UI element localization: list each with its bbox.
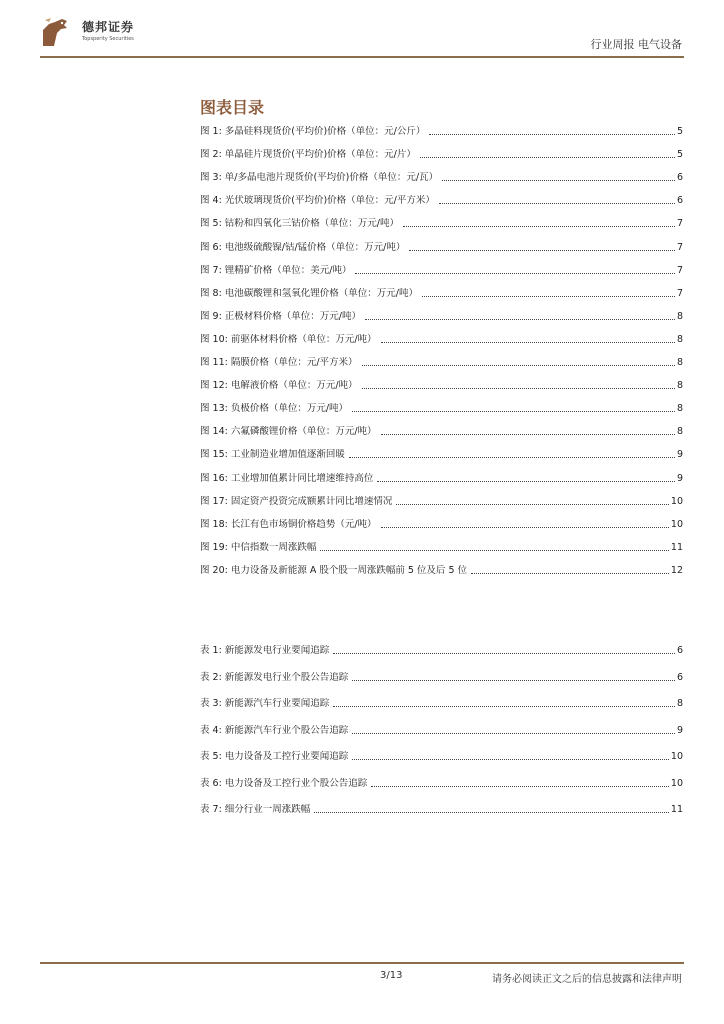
figure-entry-title: 正极材料价格（单位：万元/吨） bbox=[224, 310, 361, 322]
figure-entry-number: 图 2: bbox=[200, 149, 222, 161]
figure-entry[interactable] bbox=[200, 540, 683, 554]
figure-entry-title: 多晶硅料现货价(平均价)价格（单位：元/公斤） bbox=[224, 126, 426, 137]
figure-entry-number: 图 5: bbox=[200, 218, 222, 230]
figure-entry-title: 单晶硅片现货价(平均价)价格（单位：元/片） bbox=[224, 149, 416, 161]
figure-entry-number: 图 3: bbox=[200, 172, 222, 184]
dot-leader bbox=[349, 457, 675, 458]
dot-leader bbox=[409, 250, 675, 251]
figure-entry[interactable] bbox=[200, 309, 683, 323]
dot-leader bbox=[362, 365, 675, 366]
table-entry-title: 新能源发电行业个股公告追踪 bbox=[224, 671, 349, 683]
figure-entry-title: 六氟磷酸锂价格（单位：万元/吨） bbox=[230, 426, 377, 438]
dot-leader bbox=[314, 812, 669, 813]
brand-name-cn: 德邦证券 bbox=[82, 20, 135, 34]
brand-name-en: Topsperity Securities bbox=[82, 36, 134, 42]
figure-entry-title: 固定资产投资完成额累计同比增速情况 bbox=[230, 495, 393, 507]
table-entry-number: 表 6: bbox=[200, 777, 222, 789]
dot-leader bbox=[422, 296, 675, 297]
figure-entry-page: 5 bbox=[676, 126, 683, 137]
figure-entry[interactable] bbox=[200, 471, 683, 485]
figure-entry[interactable] bbox=[200, 494, 683, 508]
table-entry[interactable] bbox=[200, 776, 683, 790]
table-entry-number: 表 7: bbox=[200, 804, 222, 815]
dot-leader bbox=[442, 180, 675, 181]
page-number: 3/13 bbox=[380, 970, 403, 981]
figure-entry[interactable] bbox=[200, 193, 683, 207]
figure-entry-number: 图 18: bbox=[200, 518, 228, 530]
report-tag: 行业周报 电气设备 bbox=[590, 38, 682, 51]
figure-entry[interactable] bbox=[200, 263, 683, 277]
table-entry[interactable] bbox=[200, 670, 683, 684]
figure-entry-title: 电力设备及新能源 A 股个股一周涨跌幅前 5 位及后 5 位 bbox=[230, 564, 468, 576]
figure-entry[interactable] bbox=[200, 401, 683, 415]
figure-entry-page: 7 bbox=[676, 241, 683, 253]
figure-entry[interactable] bbox=[200, 286, 683, 300]
figure-entry[interactable] bbox=[200, 170, 683, 184]
figure-entry-number: 图 13: bbox=[200, 403, 228, 415]
figure-entry-page: 8 bbox=[676, 426, 683, 438]
figure-entry-page: 8 bbox=[676, 333, 683, 345]
table-entry-page: 6 bbox=[676, 645, 683, 656]
table-entry-title: 新能源发电行业要闻追踪 bbox=[224, 645, 330, 656]
figure-entry[interactable] bbox=[200, 216, 683, 230]
figure-entry-page: 5 bbox=[676, 149, 683, 161]
header-divider bbox=[40, 56, 684, 58]
logo-mark-icon bbox=[40, 16, 70, 48]
figure-entry-page: 8 bbox=[676, 380, 683, 392]
figure-entry-number: 图 19: bbox=[200, 541, 228, 553]
figure-entry[interactable] bbox=[200, 332, 683, 346]
dot-leader bbox=[396, 504, 669, 505]
page-title: 图表目录 bbox=[200, 98, 265, 117]
dot-leader bbox=[352, 680, 675, 681]
figure-entry[interactable] bbox=[200, 563, 683, 577]
figure-entry-page: 6 bbox=[676, 172, 683, 184]
dot-leader bbox=[429, 134, 675, 135]
table-entry-page: 10 bbox=[670, 777, 683, 789]
figure-entry-number: 图 16: bbox=[200, 472, 228, 484]
figure-entry[interactable] bbox=[200, 447, 683, 461]
figure-entry-title: 电解液价格（单位：万元/吨） bbox=[230, 380, 358, 392]
figure-entry-number: 图 10: bbox=[200, 333, 228, 345]
figure-entry-page: 11 bbox=[670, 541, 683, 553]
figure-entry-number: 图 1: bbox=[200, 126, 222, 137]
figure-entry-title: 电池碳酸锂和氢氧化锂价格（单位：万元/吨） bbox=[224, 287, 418, 299]
dot-leader bbox=[381, 342, 675, 343]
dot-leader bbox=[381, 434, 675, 435]
figure-entry-title: 电池级硫酸镍/钴/锰价格（单位：万元/吨） bbox=[224, 241, 406, 253]
table-entry[interactable] bbox=[200, 643, 683, 657]
figure-entry-number: 图 17: bbox=[200, 495, 228, 507]
figure-entry-page: 12 bbox=[670, 564, 683, 576]
figure-entry-number: 图 7: bbox=[200, 264, 222, 276]
table-entry-title: 细分行业一周涨跌幅 bbox=[224, 804, 311, 815]
dot-leader bbox=[403, 226, 675, 227]
table-entry-number: 表 1: bbox=[200, 645, 222, 656]
dot-leader bbox=[355, 273, 674, 274]
figure-entry[interactable] bbox=[200, 147, 683, 161]
disclaimer-note: 请务必阅读正文之后的信息披露和法律声明 bbox=[492, 974, 682, 985]
figure-entry[interactable] bbox=[200, 378, 683, 392]
table-entry[interactable] bbox=[200, 723, 683, 737]
figure-entry-title: 单/多晶电池片现货价(平均价)价格（单位：元/瓦） bbox=[224, 172, 439, 184]
figure-entry-number: 图 11: bbox=[200, 357, 228, 368]
figure-entry-page: 7 bbox=[676, 264, 683, 276]
figure-entry-page: 8 bbox=[676, 310, 683, 322]
figure-entry-page: 7 bbox=[676, 218, 683, 230]
figure-entry-page: 7 bbox=[676, 287, 683, 299]
figure-entry-page: 8 bbox=[676, 403, 683, 415]
dot-leader bbox=[352, 411, 675, 412]
figure-entry-number: 图 6: bbox=[200, 241, 222, 253]
figure-entry-title: 锂精矿价格（单位：美元/吨） bbox=[224, 264, 352, 276]
dot-leader bbox=[439, 203, 675, 204]
figure-entry-number: 图 20: bbox=[200, 564, 228, 576]
table-entry[interactable] bbox=[200, 749, 683, 763]
figure-entry-number: 图 12: bbox=[200, 380, 228, 392]
table-entry-page: 8 bbox=[676, 698, 683, 709]
dot-leader bbox=[362, 388, 675, 389]
company-logo bbox=[40, 16, 150, 50]
figure-entry-title: 工业增加值累计同比增速维持高位 bbox=[230, 472, 374, 484]
table-entry-title: 电力设备及工控行业要闻追踪 bbox=[224, 751, 349, 762]
figure-entry-number: 图 14: bbox=[200, 426, 228, 438]
table-entry-number: 表 4: bbox=[200, 724, 222, 736]
dot-leader bbox=[371, 786, 669, 787]
dot-leader bbox=[352, 733, 675, 734]
figure-entry-page: 10 bbox=[670, 518, 683, 530]
dot-leader bbox=[377, 481, 675, 482]
figure-entry-page: 9 bbox=[676, 449, 683, 461]
figure-entry-page: 8 bbox=[676, 357, 683, 368]
figure-entry-page: 9 bbox=[676, 472, 683, 484]
table-entry[interactable] bbox=[200, 696, 683, 710]
figure-entry[interactable] bbox=[200, 124, 683, 138]
dot-leader bbox=[365, 319, 675, 320]
table-entry-number: 表 3: bbox=[200, 698, 222, 709]
table-entry-number: 表 5: bbox=[200, 751, 222, 762]
table-entry-number: 表 2: bbox=[200, 671, 222, 683]
figure-entry-number: 图 8: bbox=[200, 287, 222, 299]
figure-entry-title: 光伏玻璃现货价(平均价)价格（单位：元/平方米） bbox=[224, 195, 435, 207]
figure-entry-title: 钴粉和四氧化三钴价格（单位：万元/吨） bbox=[224, 218, 399, 230]
dot-leader bbox=[320, 550, 669, 551]
figure-entry-page: 10 bbox=[670, 495, 683, 507]
table-entry-page: 9 bbox=[676, 724, 683, 736]
table-entry-title: 新能源汽车行业个股公告追踪 bbox=[224, 724, 349, 736]
figure-entry-title: 长江有色市场铜价格趋势（元/吨） bbox=[230, 518, 377, 530]
figure-entry[interactable] bbox=[200, 424, 683, 438]
table-entry-title: 新能源汽车行业要闻追踪 bbox=[224, 698, 330, 709]
dot-leader bbox=[333, 653, 675, 654]
dot-leader bbox=[420, 157, 675, 158]
figure-entry-title: 工业制造业增加值逐渐回暖 bbox=[230, 449, 345, 461]
dot-leader bbox=[352, 759, 669, 760]
dot-leader bbox=[381, 527, 669, 528]
table-entry-page: 11 bbox=[670, 804, 683, 815]
table-entry-title: 电力设备及工控行业个股公告追踪 bbox=[224, 777, 368, 789]
figure-entry-title: 前驱体材料价格（单位：万元/吨） bbox=[230, 333, 377, 345]
figure-entry-title: 负极价格（单位：万元/吨） bbox=[230, 403, 349, 415]
table-entry[interactable] bbox=[200, 802, 683, 816]
table-entry-page: 6 bbox=[676, 671, 683, 683]
table-entry-page: 10 bbox=[670, 751, 683, 762]
dot-leader bbox=[471, 573, 669, 574]
figure-entry[interactable] bbox=[200, 517, 683, 531]
figure-entry-number: 图 15: bbox=[200, 449, 228, 461]
footer-divider bbox=[40, 962, 684, 964]
figure-entry-title: 隔膜价格（单位：元/平方米） bbox=[230, 357, 358, 368]
figure-entry-number: 图 4: bbox=[200, 195, 222, 207]
figure-entry-title: 中信指数一周涨跌幅 bbox=[230, 541, 317, 553]
figure-entry-number: 图 9: bbox=[200, 310, 222, 322]
dot-leader bbox=[333, 706, 675, 707]
figure-entry-page: 6 bbox=[676, 195, 683, 207]
figure-entry[interactable] bbox=[200, 240, 683, 254]
figure-entry[interactable] bbox=[200, 355, 683, 369]
